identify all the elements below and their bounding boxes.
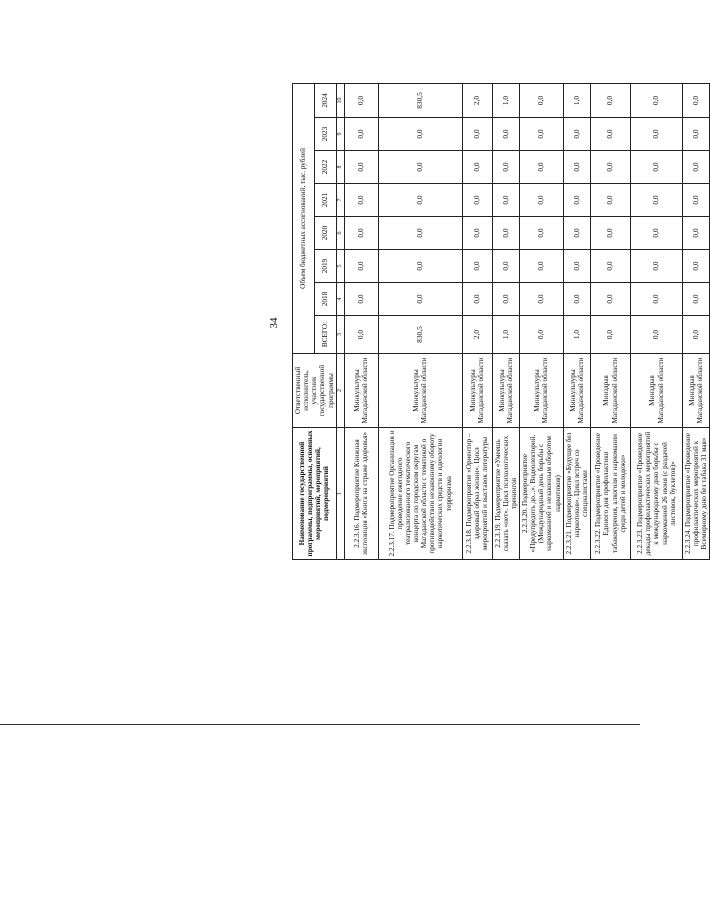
row-year-value-cell: 0,0 [520, 118, 564, 151]
row-year-value-cell: 0,0 [344, 217, 378, 250]
row-year-value-cell: 0,0 [631, 83, 683, 117]
row-year-value-cell: 0,0 [683, 184, 710, 217]
table-row [492, 83, 519, 559]
header-total: ВСЕГО: [314, 316, 336, 354]
row-year-value-cell: 0,0 [492, 283, 519, 316]
row-year-value-cell: 0,0 [563, 151, 590, 184]
row-year-value-cell: 0,0 [591, 83, 631, 117]
row-year-value-cell: 0,0 [631, 250, 683, 283]
column-number: 7 [336, 184, 344, 217]
header-name: Наименование государственной программы, подпрограммы, основных мероприятий, мероприятий, подмероприятий [293, 428, 337, 560]
row-year-value-cell: 0,0 [591, 118, 631, 151]
row-total-cell: 1,0 [492, 316, 519, 354]
row-year-value-cell: 0,0 [462, 151, 492, 184]
column-number: 2 [336, 354, 344, 428]
row-year-value-cell: 0,0 [591, 217, 631, 250]
header-row-1 [293, 83, 315, 559]
row-year-value-cell: 0,0 [591, 151, 631, 184]
row-executor-cell: Минкультуры Магаданской области [344, 354, 378, 428]
column-number: 5 [336, 250, 344, 283]
header-year: 2019 [314, 250, 336, 283]
row-year-value-cell: 0,0 [631, 283, 683, 316]
row-name-cell: 2.2.3.22. Подмероприятие «Проведение Единого дня профилактики табакокурения, алкоголя и наркомании среди детей и молодежи» [591, 428, 631, 560]
table-row [591, 83, 631, 559]
header-year: 2021 [314, 184, 336, 217]
row-total-cell: 0,0 [683, 316, 710, 354]
row-year-value-cell: 0,0 [591, 250, 631, 283]
row-year-value-cell: 0,0 [563, 250, 590, 283]
row-year-value-cell: 0,0 [520, 184, 564, 217]
header-budget-group: Объем бюджетных ассигнований, тыс. рублей [293, 83, 315, 353]
row-year-value-cell: 0,0 [462, 184, 492, 217]
table-row [631, 83, 683, 559]
row-year-value-cell: 0,0 [520, 217, 564, 250]
table-body [344, 83, 710, 559]
row-name-cell: 2.2.3.20. Подмероприятие «Предупредить до...». Видеолекторий. (Международный день борьбы с наркоманией и незаконным оборотом наркотиков) [520, 428, 564, 560]
table-row [683, 83, 710, 559]
column-number-row [336, 83, 344, 559]
row-executor-cell: Минздрав Магаданской области [631, 354, 683, 428]
column-number: 1 [336, 428, 344, 560]
row-year-value-cell: 0,0 [631, 118, 683, 151]
row-year-value-cell: 0,0 [683, 250, 710, 283]
row-year-value-cell: 0,0 [591, 184, 631, 217]
row-year-value-cell: 0,0 [378, 184, 462, 217]
row-year-value-cell: 0,0 [344, 184, 378, 217]
row-year-value-cell: 0,0 [378, 151, 462, 184]
row-total-cell: 2,0 [462, 316, 492, 354]
row-year-value-cell: 0,0 [563, 217, 590, 250]
row-total-cell: 0,0 [631, 316, 683, 354]
row-year-value-cell: 0,0 [520, 151, 564, 184]
row-year-value-cell: 0,0 [492, 151, 519, 184]
row-executor-cell: Минкультуры Магаданской области [462, 354, 492, 428]
row-year-value-cell: 0,0 [378, 250, 462, 283]
row-year-value-cell: 0,0 [378, 217, 462, 250]
column-number: 3 [336, 316, 344, 354]
column-number: 6 [336, 217, 344, 250]
row-year-value-cell: 0,0 [683, 83, 710, 117]
row-year-value-cell: 1,0 [563, 83, 590, 117]
row-executor-cell: Минкультуры Магаданской области [563, 354, 590, 428]
rotated-page-content [78, 78, 709, 568]
row-year-value-cell: 0,0 [520, 250, 564, 283]
row-executor-cell: Минкультуры Магаданской области [378, 354, 462, 428]
row-total-cell: 0,0 [520, 316, 564, 354]
row-year-value-cell: 0,0 [631, 151, 683, 184]
page-divider-line [0, 724, 640, 725]
header-year: 2018 [314, 283, 336, 316]
row-name-cell: 2.2.3.21. Подмероприятие «Будущее без наркотиков». Цикл встреч со специалистами [563, 428, 590, 560]
row-year-value-cell: 0,0 [492, 118, 519, 151]
row-year-value-cell: 0,0 [492, 250, 519, 283]
row-year-value-cell: 0,0 [520, 83, 564, 117]
row-year-value-cell: 0,0 [563, 118, 590, 151]
row-name-cell: 2.2.3.23. Подмероприятие «Проведение декады профилактических мероприятий к международному дню борьбы с наркоманией 26 июня (с раздачей листовок, буклетов)» [631, 428, 683, 560]
row-total-cell: 830,5 [378, 316, 462, 354]
table-row [378, 83, 462, 559]
header-year: 2020 [314, 217, 336, 250]
row-year-value-cell: 0,0 [344, 118, 378, 151]
row-year-value-cell: 0,0 [683, 283, 710, 316]
row-year-value-cell: 0,0 [378, 283, 462, 316]
row-name-cell: 2.2.3.16. Подмероприятие Книжная экспозиция «Книга на страже здоровья» [344, 428, 378, 560]
row-year-value-cell: 0,0 [462, 250, 492, 283]
column-number: 10 [336, 83, 344, 117]
table-row [462, 83, 492, 559]
row-year-value-cell: 0,0 [591, 283, 631, 316]
row-year-value-cell: 830,5 [378, 83, 462, 117]
row-year-value-cell: 0,0 [492, 217, 519, 250]
row-executor-cell: Минкультуры Магаданской области [492, 354, 519, 428]
column-number: 9 [336, 118, 344, 151]
row-year-value-cell: 0,0 [462, 283, 492, 316]
row-year-value-cell: 0,0 [563, 283, 590, 316]
row-year-value-cell: 0,0 [378, 118, 462, 151]
row-total-cell: 1,0 [563, 316, 590, 354]
header-year: 2024 [314, 83, 336, 117]
column-number: 4 [336, 283, 344, 316]
row-year-value-cell: 0,0 [683, 118, 710, 151]
row-year-value-cell: 0,0 [462, 217, 492, 250]
row-total-cell: 0,0 [344, 316, 378, 354]
row-name-cell: 2.2.3.19. Подмероприятие «Умеешь сказать «нет». Цикл психологических тренингов [492, 428, 519, 560]
row-year-value-cell: 0,0 [631, 184, 683, 217]
header-year: 2022 [314, 151, 336, 184]
row-year-value-cell: 0,0 [492, 184, 519, 217]
row-year-value-cell: 0,0 [683, 217, 710, 250]
header-executor: Ответственный исполнитель, участник государственной программы [293, 354, 337, 428]
row-year-value-cell: 0,0 [344, 283, 378, 316]
row-total-cell: 0,0 [591, 316, 631, 354]
table-row [344, 83, 378, 559]
table-row [520, 83, 564, 559]
column-number: 8 [336, 151, 344, 184]
table-row [563, 83, 590, 559]
row-name-cell: 2.2.3.24. Подмероприятие «Проведение профилактических мероприятий к Всемирному дню без табака 31 мая» [683, 428, 710, 560]
row-year-value-cell: 0,0 [344, 250, 378, 283]
row-year-value-cell: 0,0 [344, 83, 378, 117]
row-year-value-cell: 0,0 [631, 217, 683, 250]
row-name-cell: 2.2.3.17. Подмероприятие Организация и проведение ежегодного театрализованного тематического концерта по городским округам Магаданской области с тематикой о противодействии незаконному обороту наркотических средств и идеологии терроризма [378, 428, 462, 560]
header-year: 2023 [314, 118, 336, 151]
row-year-value-cell: 0,0 [462, 118, 492, 151]
row-year-value-cell: 0,0 [344, 151, 378, 184]
budget-table [292, 83, 710, 560]
page-number: 34 [268, 317, 280, 329]
row-year-value-cell: 1,0 [492, 83, 519, 117]
row-executor-cell: Минздрав Магаданской области [591, 354, 631, 428]
row-executor-cell: Минкультуры Магаданской области [520, 354, 564, 428]
row-year-value-cell: 0,0 [683, 151, 710, 184]
row-executor-cell: Минздрав Магаданской области [683, 354, 710, 428]
row-name-cell: 2.2.3.18. Подмероприятие «Ориентир – здоровый образ жизни». Цикл мероприятий и выставок литературы [462, 428, 492, 560]
row-year-value-cell: 2,0 [462, 83, 492, 117]
row-year-value-cell: 0,0 [563, 184, 590, 217]
row-year-value-cell: 0,0 [520, 283, 564, 316]
